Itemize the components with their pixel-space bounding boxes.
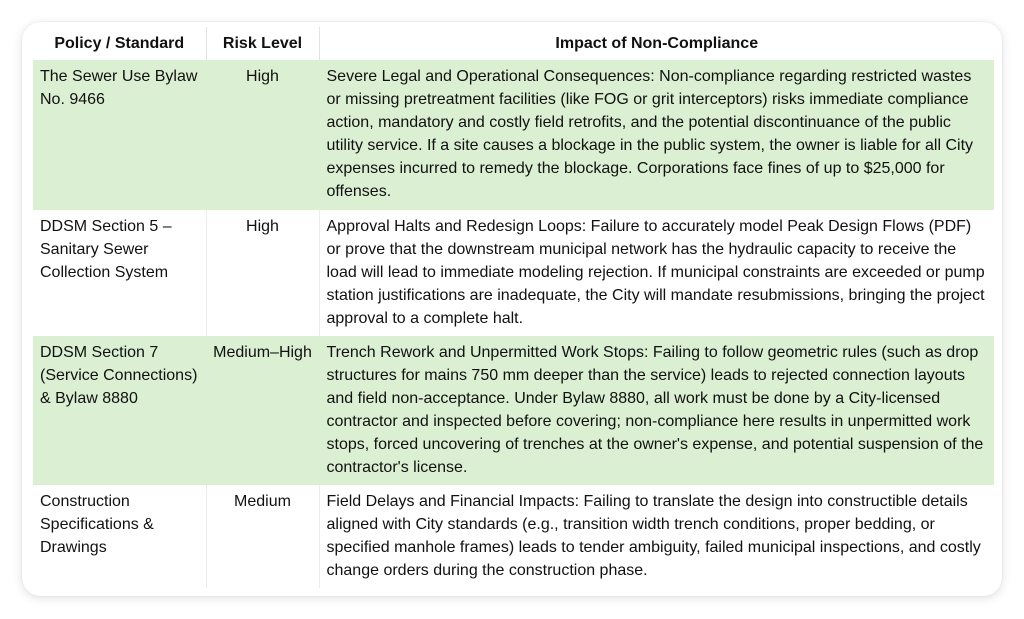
table-row [33, 210, 994, 336]
header-policy: Policy / Standard [33, 27, 206, 60]
table-row [33, 485, 994, 588]
table-card [22, 22, 1002, 596]
impact-cell: Trench Rework and Unpermitted Work Stops: Failing to follow geometric rules (such as drop structures for mains 750 mm deeper than the service) leads to rejected connection layouts and field non-acceptance. Under Bylaw 8880, all work must be done by a City-licensed contractor and inspected before covering; non-compliance here results in unpermitted work stops, forced uncovering of trenches at the owner's expense, and potential suspension of the contractor's license. [319, 336, 994, 485]
policy-cell: Construction Specifications & Drawings [33, 485, 206, 588]
table-row [33, 60, 994, 210]
risk-level-cell: Medium–High [206, 336, 319, 485]
policy-cell: DDSM Section 7 (Service Connections) & Bylaw 8880 [33, 336, 206, 485]
compliance-table [33, 27, 994, 588]
risk-level-cell: High [206, 210, 319, 336]
header-impact: Impact of Non-Compliance [555, 34, 759, 52]
policy-cell: The Sewer Use Bylaw No. 9466 [33, 60, 206, 210]
table-row [33, 336, 994, 485]
impact-cell: Severe Legal and Operational Consequences: Non-compliance regarding restricted wastes or missing pretreatment facilities (like FOG or grit interceptors) risks immediate compliance action, mandatory and costly field retrofits, and the potential discontinuance of the public utility service. If a site causes a blockage in the public system, the owner is liable for all City expenses incurred to remedy the blockage. Corporations face fines of up to $25,000 for offenses. [319, 60, 994, 210]
impact-cell: Field Delays and Financial Impacts: Failing to translate the design into constructible details aligned with City standards (e.g., transition width trench conditions, proper bedding, or specified manhole frames) leads to tender ambiguity, failed municipal inspections, and costly change orders during the construction phase. [319, 485, 994, 588]
policy-cell: DDSM Section 5 – Sanitary Sewer Collection System [33, 210, 206, 336]
risk-level-cell: Medium [206, 485, 319, 588]
header-risk-level: Risk Level [206, 27, 319, 60]
table-header-row [33, 27, 994, 60]
risk-level-cell: High [206, 60, 319, 210]
impact-cell: Approval Halts and Redesign Loops: Failure to accurately model Peak Design Flows (PDF) or prove that the downstream municipal network has the hydraulic capacity to receive the load will lead to immediate modeling rejection. If municipal constraints are exceeded or pump station justifications are inadequate, the City will mandate resubmissions, bringing the project approval to a complete halt. [319, 210, 994, 336]
